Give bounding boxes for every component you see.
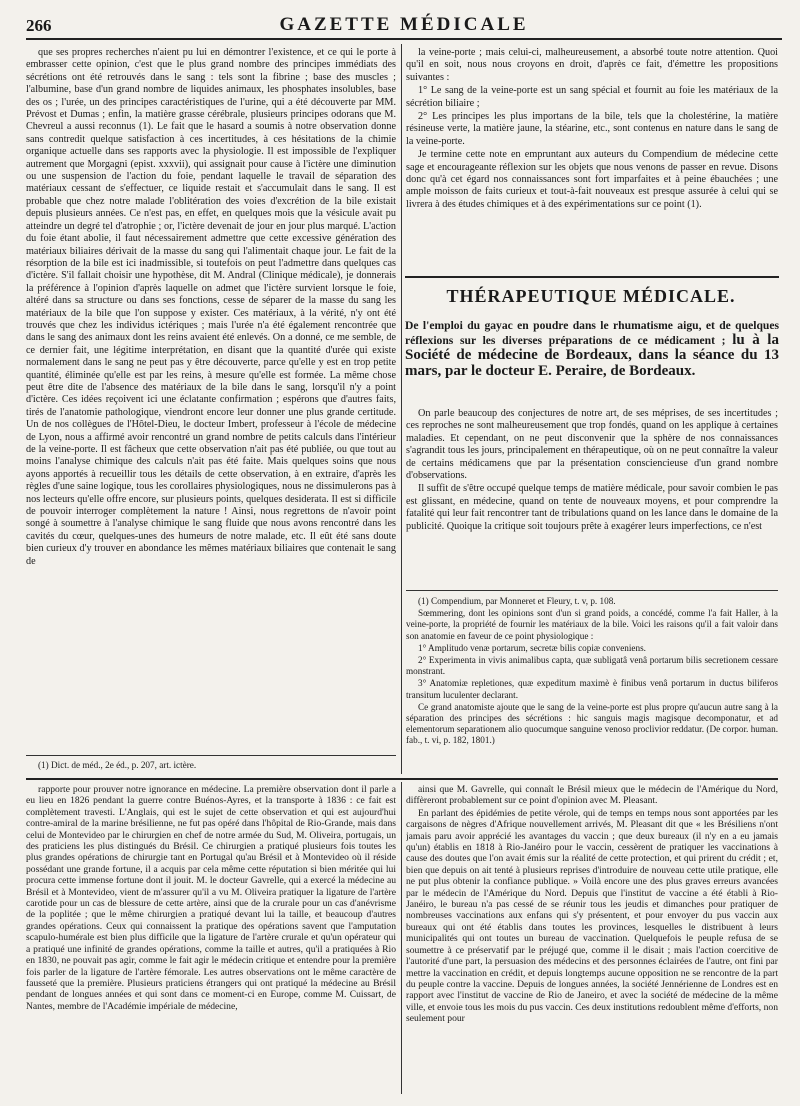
right-top-column	[406, 47, 778, 273]
right-top-paragraph-1: la veine-porte ; mais celui-ci, malheureusement, a absorbé toute notre attention. Quoi qu'il en soit, nous nous croyons en droit, d'après ce fait, d'émettre les propositions suivantes :	[406, 47, 778, 83]
article-subtitle	[405, 318, 779, 379]
page-number: 266	[26, 16, 52, 35]
right-top-paragraph-3: 2° Les principes les plus importans de la bile, tels que la cholestérine, la matière résineuse verte, la matière jaune, la stéarine, etc., sont contenus en nature dans le sang de la veine-porte.	[406, 111, 778, 147]
right-footnote-rule	[406, 590, 778, 591]
article-subtitle-big: lu à la Société de médecine de Bordeaux, dans la séance du 13 mars, par le docteur E. Peraire, de Bordeaux.	[405, 332, 779, 379]
right-footnote-4: 2° Experimenta in vivis animalibus capta, quæ subligatâ venâ portarum bilis secretionem cessare monstrant.	[406, 655, 778, 677]
page-separator	[26, 778, 778, 780]
journal-title: GAZETTE MÉDICALE	[279, 14, 529, 35]
right-footnotes	[406, 596, 778, 772]
left-paragraph-1: que ses propres recherches n'aient pu lui en démontrer l'existence, et ce qui le porte à embrasser cette opinion, c'est que le plus grand nombre des principes immédiats des sécrétions ont été retrouvés dans le sang : tels sont la fibrine ; base des muscles ; l'albumine, base d'un grand nombre de liquides animaux, les phosphates insolubles, base des os ; l'urée, un des principes caractéristiques de l'urine, qui a été découverte par MM. Prévost et Dumas ; enfin, la matière grasse cérébrale, plusieurs principes odorans que M. Chevreul a aussi reconnus (1). Le fait que le hasard a soumis à notre observation donne sans contredit quelque satisfaction à ces incertitudes, à ces hésitations de la chimie organique actuelle dans ses rapports avec la physiologie. Il est impossible de l'expliquer autrement que Morgagni (epist. xxxvii), qui assignait pour cause à l'ictère une diminution ou une suspension de l'action du foie, pendant laquelle le travail de séparation des matériaux cessant de s'effectuer, ce liquide restait et s'accumulait dans le sang. Il est probable que chez notre malade l'oblitération des voies d'excrétion de la bile existait depuis plusieurs années. Ce n'est pas, en effet, en quelques mois que la vésicule avait pu atteindre un degré tel d'atrophie ; or, l'ictère devenait de jour en jour plus marqué. L'action du foie étant abolie, il faut nécessairement admettre que cette excessive génération des matériaux biliaires dérivait de la masse du sang qui l'alimentait chaque jour. Le fait de la résorption de la bile est ici inadmissible, si toutefois on peut l'admettre dans quelques cas d'ictère. S'il fallait choisir une hypothèse, dit M. Andral (Clinique médicale), je donnerais la préférence à l'opinion d'après laquelle on admet que l'ictère survient lorsque le foie, altéré dans sa structure ou dans ses fonctions, cesse de séparer de la masse du sang les matériaux de la bile que l'on suppose y exister. Ces matériaux, à la vérité, n'y ont été trouvés que chez les individus ictériques ; mais l'urée n'a été également rencontrée que dans le sang des animaux dont les reins avaient été enlevés. On a donné, ce me semble, de ce dernier fait, une légitime interprétation, en disant que la quantité d'urée qui existe normalement dans le sang ne peut pas y être découverte, parce qu'elle y est en trop petite quantité, éliminée qu'elle est par les reins, à mesure qu'elle est formée. La même chose peut être dite de l'absence des matériaux de la bile dans le sang, lorsqu'il n'y a point d'ictère. Ces idées reçoivent ici une éclatante confirmation ; espérons que d'autres faits, tirés de l'anatomie pathologique, viendront encore leur donner une plus grande certitude. Un de nos collègues de l'Hôtel-Dieu, le docteur Imbert, professeur à l'école de médecine de Lyon, nous a affirmé avoir rencontré un grand nombre de petits calculs dans l'intérieur de la veine-porte. Il est fâcheux que cette observation n'ait pas été publiée, ou que tout au moins l'analyse chimique des calculs n'ait pas été faite. Mais quelques soins que nous ayons apportés à recueillir tous les détails de cette observation, à en extraire, d'après les règles d'une saine logique, tous les corollaires physiologiques, nous ne dissimulerons pas à nos lecteurs qu'elle offre encore, sur plusieurs points, quelques desiderata. Il est si difficile de pouvoir interroger complètement la nature ! Ainsi, nous regrettons de n'avoir point songé à soumettre à l'analyse chimique le sang fluide que nous avons rencontré dans les cavités du cœur, quelques-unes des humeurs de notre malade, etc. Il eût été sans doute bien curieux d'y trouver en abondance les mêmes matériaux biliaires que contenait le sang de	[26, 47, 396, 567]
right-footnote-6: Ce grand anatomiste ajoute que le sang de la veine-porte est plus propre qu'aucun autre sang à la séparation des principes des sécrétions : hic sanguis magis magisque decomponatur, et ad elementorum separationem alio quocumque sanguine venoso proclivior reddatur. (De corpor. human. fab., t. vi, p. 182, 1801.)	[406, 701, 778, 746]
right-footnote-5: 3° Anatomiæ repletiones, quæ expeditum maximè è finibus venâ portarum in ductus biliferos transitum luculenter declarant.	[406, 678, 778, 700]
right-middle-column	[406, 408, 778, 580]
column-divider-upper	[401, 44, 402, 774]
bottom-right-column	[406, 784, 778, 1094]
right-footnote-3: 1° Amplitudo venæ portarum, secretæ bilis copiæ conveniens.	[418, 642, 646, 653]
bottom-left-column	[26, 784, 396, 1094]
article-subtitle-small: De l'emploi du gayac en poudre dans le rhumatisme aigu, et de quelques réflexions sur les diverses préparations de ce médicament ;	[405, 319, 779, 348]
section-rule	[405, 276, 779, 278]
section-title: THÉRAPEUTIQUE MÉDICALE.	[446, 286, 736, 306]
right-middle-paragraph-1: On parle beaucoup des conjectures de notre art, de ses méprises, de ses incertitudes ; ces reproches ne sont malheureusement que trop fondés, quand on les applique à certaines maladies. Et cependant, on ne peut disconvenir que la sphère de nos connaissances s'agrandit tous les jours, principalement en thérapeutique, où on ne peut connaître la valeur de certains médicamens que par la présentation consciencieuse d'un grand nombre d'observations.	[406, 408, 778, 482]
bottom-left-paragraph-1: rapporte pour prouver notre ignorance en médecine. La première observation dont il parle a eu lieu en 1826 pendant la guerre contre Buénos-Ayres, et la transporte à 1836 : ce fait est complètement travesti. L'Anglais, qui est le sujet de cette observation et qui est aujourd'hui contre-amiral de la marine brésilienne, ne fut pas opéré dans l'hôpital de Rio-Grande, mais dans celui de Montevideo par le chirurgien en chef de notre armée du Sud, M. Oliveira, portugais, un des praticiens les plus distingués du Brésil. Ce chirurgien a pratiqué plusieurs fois toutes les plus grandes opérations de chirurgie tant en Portugal qu'au Brésil et à Montevideo où il réside possédant une grande fortune, il a acquis par cela même cette réputation si bien méritée qui lui procura cette immense fortune dont il jouit. M. le docteur Gavrelle, qui a exercé la médecine au Brésil et à Montevideo, vient de m'assurer qu'il a vu M. Oliveira pratiquer la ligature de l'artère carotide pour un cas de blessure de cette artère, ainsi que de la crurale pour un cas d'anévrisme de la poplitée ; que le même chirurgien a pratiqué devant lui la taille, et beaucoup d'autres grandes opérations. Ceux qui connaissent la pratique des opérations savent que l'amputation scapulo-humérale est bien plus difficile que la ligature de l'artère crurale et qu'un opérateur qui a pratiqué une infinité de grandes opérations, comme la taille et autres, qu'il a pratiquées à Rio en 1830, ne pouvait pas agir, comme le fait agir le médecin critique et entendre pour la première fois parler de la ligature de l'artère fémorale. Les autres observations ont le même caractère de fausseté que la première. Plusieurs praticiens étrangers qui ont pratiqué la médecine au Brésil pendant de longues années et qui sont dans ce moment-ci en Europe, comme M. Cuissart, de Nantes, membre de l'Académie impériale de médecine,	[26, 784, 396, 1012]
left-column	[26, 47, 396, 751]
bottom-right-paragraph-1: ainsi que M. Gavrelle, qui connaît le Brésil mieux que le médecin de l'Amérique du Nord, diffèreront probablement sur ce point d'opinion avec M. Pleasant.	[406, 784, 778, 807]
right-middle-paragraph-2: Il suffit de s'être occupé quelque temps de matière médicale, pour savoir combien le pas est glissant, en médecine, quand on tente de nouveaux moyens, et pour comprendre la fatalité qui leur fait rencontrer tant de tribulations quand on les lance dans le domaine de la publicité. Quoique la critique soit toujours prête à exagérer leurs imperfections, ce n'est	[406, 483, 778, 532]
page-header	[26, 14, 782, 40]
column-divider-lower	[401, 782, 402, 1094]
right-footnote-2: Sœmmering, dont les opinions sont d'un si grand poids, a concédé, comme l'a fait Haller, à la veine-porte, la propriété de fournir les matériaux de la bile. Voici les raisons qu'il a fait valoir dans son anatomie en faveur de ce point physiologique :	[406, 608, 778, 641]
left-footnote: (1) Dict. de méd., 2e éd., p. 207, art. ictère.	[38, 760, 197, 770]
right-top-paragraph-2: 1° Le sang de la veine-porte est un sang spécial et fournit au foie les matériaux de la sécrétion biliaire ;	[406, 85, 778, 109]
right-top-paragraph-4: Je termine cette note en empruntant aux auteurs du Compendium de médecine cette sage et encourageante réflexion sur les objets que nous venons de passer en revue. Disons donc qu'à cet égard nos connaissances sont fort imparfaites et à peine ébauchées ; une ample moisson de faits curieux et tout-à-fait nouveaux est presque assurée à celui qui se livrera à des études chimiques et à des expérimentations sur ce point (1).	[406, 149, 778, 210]
bottom-right-paragraph-2: En parlant des épidémies de petite vérole, qui de temps en temps nous sont apportées par les cargaisons de nègres d'Afrique nouvellement arrivés, M. Pleasant dit que « les Brésiliens n'ont jamais paru avoir apprécié les avantages du vaccin ; que deux bureaux (il n'y en a eu jamais qu'un) établis en 1818 à Rio-Janéiro pour le vaccin, cessèrent de pratiquer les vaccinations à cause des doutes que l'on avait émis sur la réalité de cette protection, et qui prirent du crédit ; et, bien que depuis on ait tenté à plusieurs reprises d'introduire de nouveau cette utile pratique, elle ne put plus obtenir la confiance publique. » Voilà encore une des plus graves erreurs avancées par le médecin de l'Amérique du Nord. Depuis que l'institut de vaccine a été établi à Rio-Janéiro, le bureau n'a pas cessé de se réunir tous les jeudis et dimanches pour pratiquer de nombreuses vaccinations aux enfans qui s'y présentent, et pour envoyer du pus vaccin aux bureaux qui ont été établis dans toutes les provinces, lesquelles le distribuent à leurs municipalités qui ont toutes un bureau de vaccination. Quelquefois le peuple refusa de se soumettre à ce préservatif par le préjugé que, comme il le disait ; mais l'action coercitive de l'autorité d'une part, la persuasion des médecins et des personnes éclairées de l'autre, ont fini par mettre la vaccination en crédit, et depuis longtemps aucune opposition ne se rencontre de la part du peuple contre la vaccine. Depuis de longues années, la société Jennérienne de Londres est en rapport avec l'institut de vaccine de Rio de Janeiro, et avec la société de médecine de la même ville, et envoie tous les mois du pus vaccin. Ces deux institutions redoublent même d'efforts, non seulement pour	[406, 807, 778, 1025]
right-footnote-1: (1) Compendium, par Monneret et Fleury, t. v, p. 108.	[418, 596, 616, 606]
left-footnote-rule	[26, 755, 396, 756]
